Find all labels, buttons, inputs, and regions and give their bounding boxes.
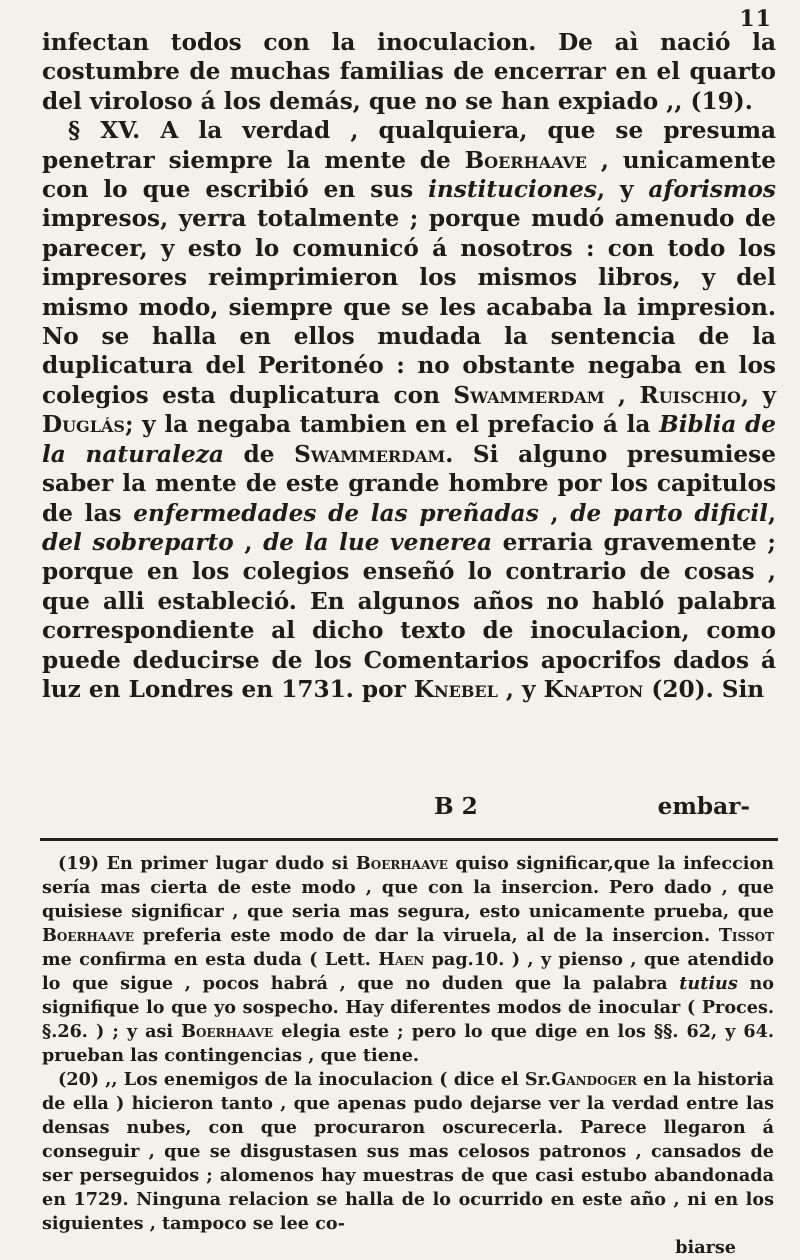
name-boerhaave: Boerhaave xyxy=(464,146,587,174)
name-boerhaave: Boerhaave xyxy=(355,853,448,874)
name-swammerdam: Swammerdam xyxy=(453,381,605,409)
name-duglas: Duglás xyxy=(42,411,125,439)
name-boerhaave: Boerhaave xyxy=(42,925,134,946)
title-aforismos: aforismos xyxy=(648,176,776,204)
footnote-catchword: biarse xyxy=(675,1237,736,1258)
name-boerhaave: Boerhaave xyxy=(181,1021,274,1042)
name-gandoger: Gandoger xyxy=(551,1069,637,1090)
name-haen: Haen xyxy=(378,949,425,970)
title-parto: de parto dificil xyxy=(570,499,768,527)
catchword: embar- xyxy=(657,793,750,820)
name-knebel: Knebel xyxy=(413,675,498,703)
signature-mark: B 2 xyxy=(434,793,478,820)
title-instituciones: instituciones xyxy=(428,176,597,204)
title-enfermedades: enfermedades de las preñadas xyxy=(133,499,539,527)
name-ruischio: Ruischio xyxy=(639,381,741,409)
word-tutius: tutius xyxy=(679,973,738,994)
name-tissot: Tissot xyxy=(718,925,774,946)
footnotes xyxy=(42,852,774,1260)
title-sobreparto: del sobreparto xyxy=(42,528,234,556)
catch-line xyxy=(42,793,776,823)
footnote-rule xyxy=(40,838,778,841)
page-number: 11 xyxy=(739,6,772,32)
name-swammerdam-2: Swammerdam xyxy=(294,440,446,468)
footnote-19: (19) En primer lugar dudo si Boerhaave quiso significar,que la infeccion sería mas cierta de este modo , que con la insercion. Pero dado , que quisiese significar , que seria mas segura, esto unicamente prueba, que Boerhaave preferia este modo de dar la viruela, al de la insercion. Tissot me confirma en esta duda ( Lett. Haen pag.10. ) , y pienso , que atendido lo que sigue , pocos habrá , que no duden que la palabra tutius no signifique lo que yo sospecho. Hay diferentes modos de inocular ( Proces. §.26. ) ; y asi Boerhaave elegia este ; pero lo que dige en los §§. 62, y 64. prueban las contingencias , que tiene. xyxy=(42,853,775,1066)
name-knapton: Knapton xyxy=(543,675,644,703)
main-text xyxy=(42,28,776,704)
footnote-20: (20) ,, Los enemigos de la inoculacion ( dice el Sr.Gandoger en la historia de ella ) hicieron tanto , que apenas pudo dejarse ver la verdad entre las densas nubes, con que procuraron oscurecerla. Parece llegaron á conseguir , que se disgustasen sus mas celosos patronos , cansados de ser perseguidos ; alomenos hay muestras de que casi estubo abandonada en 1729. Ninguna relacion se halla de lo ocurrido en este año , ni en los siguientes , tampoco se lee co- xyxy=(42,1069,774,1234)
title-lue-venerea: de la lue venerea xyxy=(263,528,492,556)
paragraph-continuation: infectan todos con la inoculacion. De aì nació la costumbre de muchas familias de encerrar en el quarto del viroloso á los demás, que no se han expiado ,, (19). xyxy=(42,29,776,115)
title-biblia: Biblia de la naturaleza xyxy=(42,411,776,468)
paragraph-section-xv: § XV. A la verdad , qualquiera, que se presuma penetrar siempre la mente de Boerhaave , unicamente con lo que escribió en sus instituciones, y aforismos impresos, yerra totalmente ; porque mudó amenudo de parecer, y esto lo comunicó á nosotros : con todo los impresores reimprimieron los mismos libros, y del mismo modo, siempre que se les acababa la impresion. No se halla en ellos mudada la sentencia de la duplicatura del Peritonéo : no obstante negaba en los colegios esta duplicatura con Swammerdam , Ruischio, y Duglás; y la negaba tambien en el prefacio á la Biblia de la naturaleza de Swammerdam. Si alguno presumiese saber la mente de este grande hombre por los capitulos de las enfermedades de las preñadas , de parto dificil, del sobreparto , de la lue venerea erraria gravemente ; porque en los colegios enseñó lo contrario de cosas , que alli estableció. En algunos años no habló palabra correspondiente al dicho texto de inoculacion, como puede deducirse de los Comentarios apocrifos dados á luz en Londres en 1731. por Knebel , y Knapton (20). Sin xyxy=(42,117,777,703)
